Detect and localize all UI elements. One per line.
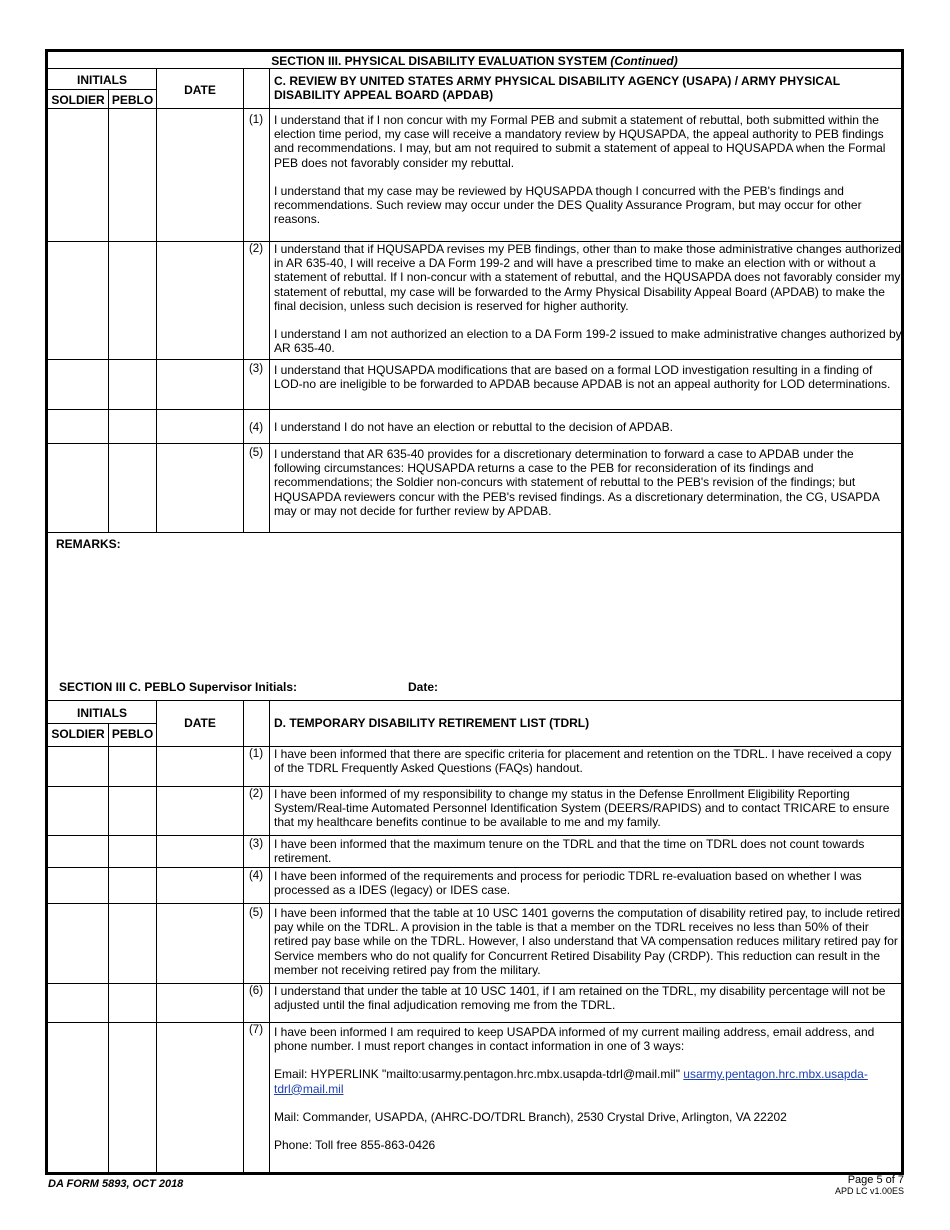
rule (48, 723, 156, 724)
col-initials-label: INITIALS (77, 706, 127, 720)
footer-right (835, 1175, 904, 1197)
phone-line: Phone: Toll free 855-863-0426 (274, 1138, 436, 1153)
item-number: (2) (248, 788, 264, 800)
row-rule (48, 409, 901, 410)
row-rule (48, 903, 901, 904)
rule (48, 68, 901, 69)
item-number: (1) (248, 748, 264, 760)
form-version: APD LC v1.00ES (834, 1186, 904, 1196)
form-frame (45, 49, 904, 1175)
item-c2-text (274, 242, 902, 355)
item-c5-text (274, 447, 902, 518)
col-soldier-label: SOLDIER (51, 93, 105, 107)
row-rule (48, 1022, 901, 1023)
item-d6-text (274, 984, 902, 1012)
col-date-label: DATE (184, 716, 216, 730)
paragraph: I have been informed that the table at 10 USC 1401 governs the computation of disability retired pay, to include retired pay while on the TDRL. A provision in the table is that a member on the TDRL receives no less than 50% of their retired pay base while on the TDRL. However, I also understand that VA compensation reduces military retired pay for Service members who do not qualify for Concurrent Retired Disability Pay (CRDP). This reduction can result in the member not receiving retired pay from the military. (274, 906, 901, 977)
item-d3-text (274, 837, 902, 865)
row-rule (48, 867, 901, 868)
section-d-heading: D. TEMPORARY DISABILITY RETIREMENT LIST (TDRL) (274, 716, 590, 730)
paragraph: I have been informed of my responsibility to change my status in the Defense Enrollment Eligibility Reporting System/Real-time Automated Personnel Identification System (DEERS/RAPIDS) and to contact TRICARE to ensure that my healthcare benefits continue to be available to me and my family. (274, 787, 890, 830)
email-line (274, 1067, 902, 1095)
email-link[interactable]: usarmy.pentagon.hrc.mbx.usapda-tdrl@mail.mil (274, 1067, 868, 1096)
paragraph: I understand I am not authorized an election to a DA Form 199-2 issued to make administrative changes authorized by AR 635-40. (274, 327, 902, 356)
item-number: (4) (248, 422, 264, 434)
paragraph: I have been informed that there are specific criteria for placement and retention on the TDRL. I have received a copy of the TDRL Frequently Asked Questions (FAQs) handout. (274, 747, 892, 776)
row-rule (48, 359, 901, 360)
row-rule (48, 443, 901, 444)
paragraph: I understand that if HQUSAPDA revises my PEB findings, other than to make those administrative changes authorized in AR 635-40, I will receive a DA Form 199-2 and will have a prescribed time to make an election with or without a statement of rebuttal. If I non-concur with a statement of rebuttal, and the HQUSAPDA does not favorably consider my statement of rebuttal, my case will be forwarded to the Army Physical Disability Appeal Board (APDAB) to make the final decision, unless such decision is reserved for higher authority. (274, 242, 901, 313)
paragraph: I have been informed I am required to keep USAPDA informed of my current mailing address, email address, and phone number. I must report changes in contact information in one of 3 ways: (274, 1025, 875, 1054)
supervisor-date-label: Date: (408, 680, 439, 694)
item-c4-text (274, 420, 902, 434)
section-title-main: SECTION III. PHYSICAL DISABILITY EVALUATION SYSTEM (271, 54, 611, 68)
email-prefix: Email: HYPERLINK "mailto:usarmy.pentagon.hrc.mbx.usapda-tdrl@mail.mil" (274, 1067, 684, 1082)
col-date-label: DATE (184, 83, 216, 97)
item-number: (4) (248, 870, 264, 882)
item-number: (1) (248, 114, 264, 126)
col-divider (243, 700, 244, 1175)
form-name: DA FORM 5893, OCT 2018 (48, 1178, 184, 1190)
item-number: (5) (248, 907, 264, 919)
rule (48, 89, 156, 90)
item-number: (3) (248, 838, 264, 850)
row-rule (48, 835, 901, 836)
col-peblo-label: PEBLO (111, 727, 154, 741)
mail-line: Mail: Commander, USAPDA, (AHRC-DO/TDRL Branch), 2530 Crystal Drive, Arlington, VA 22202 (274, 1109, 787, 1124)
page-number: Page 5 of 7 (847, 1174, 904, 1186)
rule (48, 108, 901, 109)
paragraph: I understand I do not have an election or rebuttal to the decision of APDAB. (274, 420, 673, 434)
item-d5-text (274, 906, 902, 977)
col-divider (108, 723, 109, 1175)
col-initials-label: INITIALS (77, 73, 127, 87)
col-divider (269, 700, 270, 1175)
col-peblo-label: PEBLO (111, 93, 154, 107)
item-d7-text (274, 1025, 902, 1152)
paragraph: I understand that HQUSAPDA modifications that are based on a formal LOD investigation resulting in a finding of LOD-no are ineligible to be forwarded to APDAB because APDAB is not an appeal authority for LOD determinations. (274, 363, 891, 392)
col-divider (156, 700, 157, 1175)
section-title (48, 54, 901, 68)
paragraph: I understand that under the table at 10 USC 1401, if I am retained on the TDRL, my disability percentage will not be adjusted until the final adjudication removing me from the TDRL. (274, 984, 886, 1013)
paragraph: I understand that if I non concur with my Formal PEB and submit a statement of rebuttal, both submitted within the election time period, my case will receive a mandatory review by HQUSAPDA, the appeal authority to PEB findings and recommendations. I may, but am not required to submit a statement of appeal to HQUSAPDA when the Formal PEB does not favorably consider my rebuttal. (274, 113, 886, 170)
col-divider (243, 68, 244, 532)
row-rule (48, 532, 901, 533)
item-d2-text (274, 787, 902, 830)
item-number: (3) (248, 363, 264, 375)
item-c3-text (274, 363, 902, 391)
col-soldier-label: SOLDIER (51, 727, 105, 741)
section-c-heading: C. REVIEW BY UNITED STATES ARMY PHYSICAL DISABILITY AGENCY (USAPA) / ARMY PHYSICAL DISABILITY APPEAL BOARD (APDAB) (274, 74, 840, 102)
supervisor-initials-label: SECTION III C. PEBLO Supervisor Initials: (59, 680, 298, 694)
section-title-continued: (Continued) (610, 54, 678, 68)
item-d4-text (274, 869, 902, 897)
paragraph: I understand that my case may be reviewed by HQUSAPDA though I concurred with the PEB's findings and recommendations. Such review may occur under the DES Quality Assurance Program, but may occur for other reasons. (274, 183, 862, 227)
paragraph: I understand that AR 635-40 provides for a discretionary determination to forward a case to APDAB under the following circumstances: HQUSAPDA returns a case to the PEB for reconsideration of its findings and recommendations; the Soldier non-concurs with statement of rebuttal to the PEB's revision of the findings; but HQUSAPDA reviewers concur with the PEB's revised findings. As a discretionary determination, the CG, USAPDA may or may not decide for further review by APDAB. (274, 447, 880, 518)
rule (48, 700, 901, 701)
item-number: (5) (248, 447, 264, 459)
item-c1-text (274, 113, 902, 226)
col-divider (156, 68, 157, 532)
remarks-label: REMARKS: (56, 537, 121, 551)
item-number: (7) (248, 1024, 264, 1036)
item-number: (2) (248, 243, 264, 255)
paragraph: I have been informed of the requirements and process for periodic TDRL re-evaluation based on whether I was processed as a IDES (legacy) or IDES case. (274, 869, 862, 898)
item-d1-text (274, 747, 902, 775)
col-divider (269, 68, 270, 532)
col-divider (108, 89, 109, 532)
paragraph: I have been informed that the maximum tenure on the TDRL and that the time on TDRL does not count towards retirement. (274, 837, 865, 866)
item-number: (6) (248, 985, 264, 997)
